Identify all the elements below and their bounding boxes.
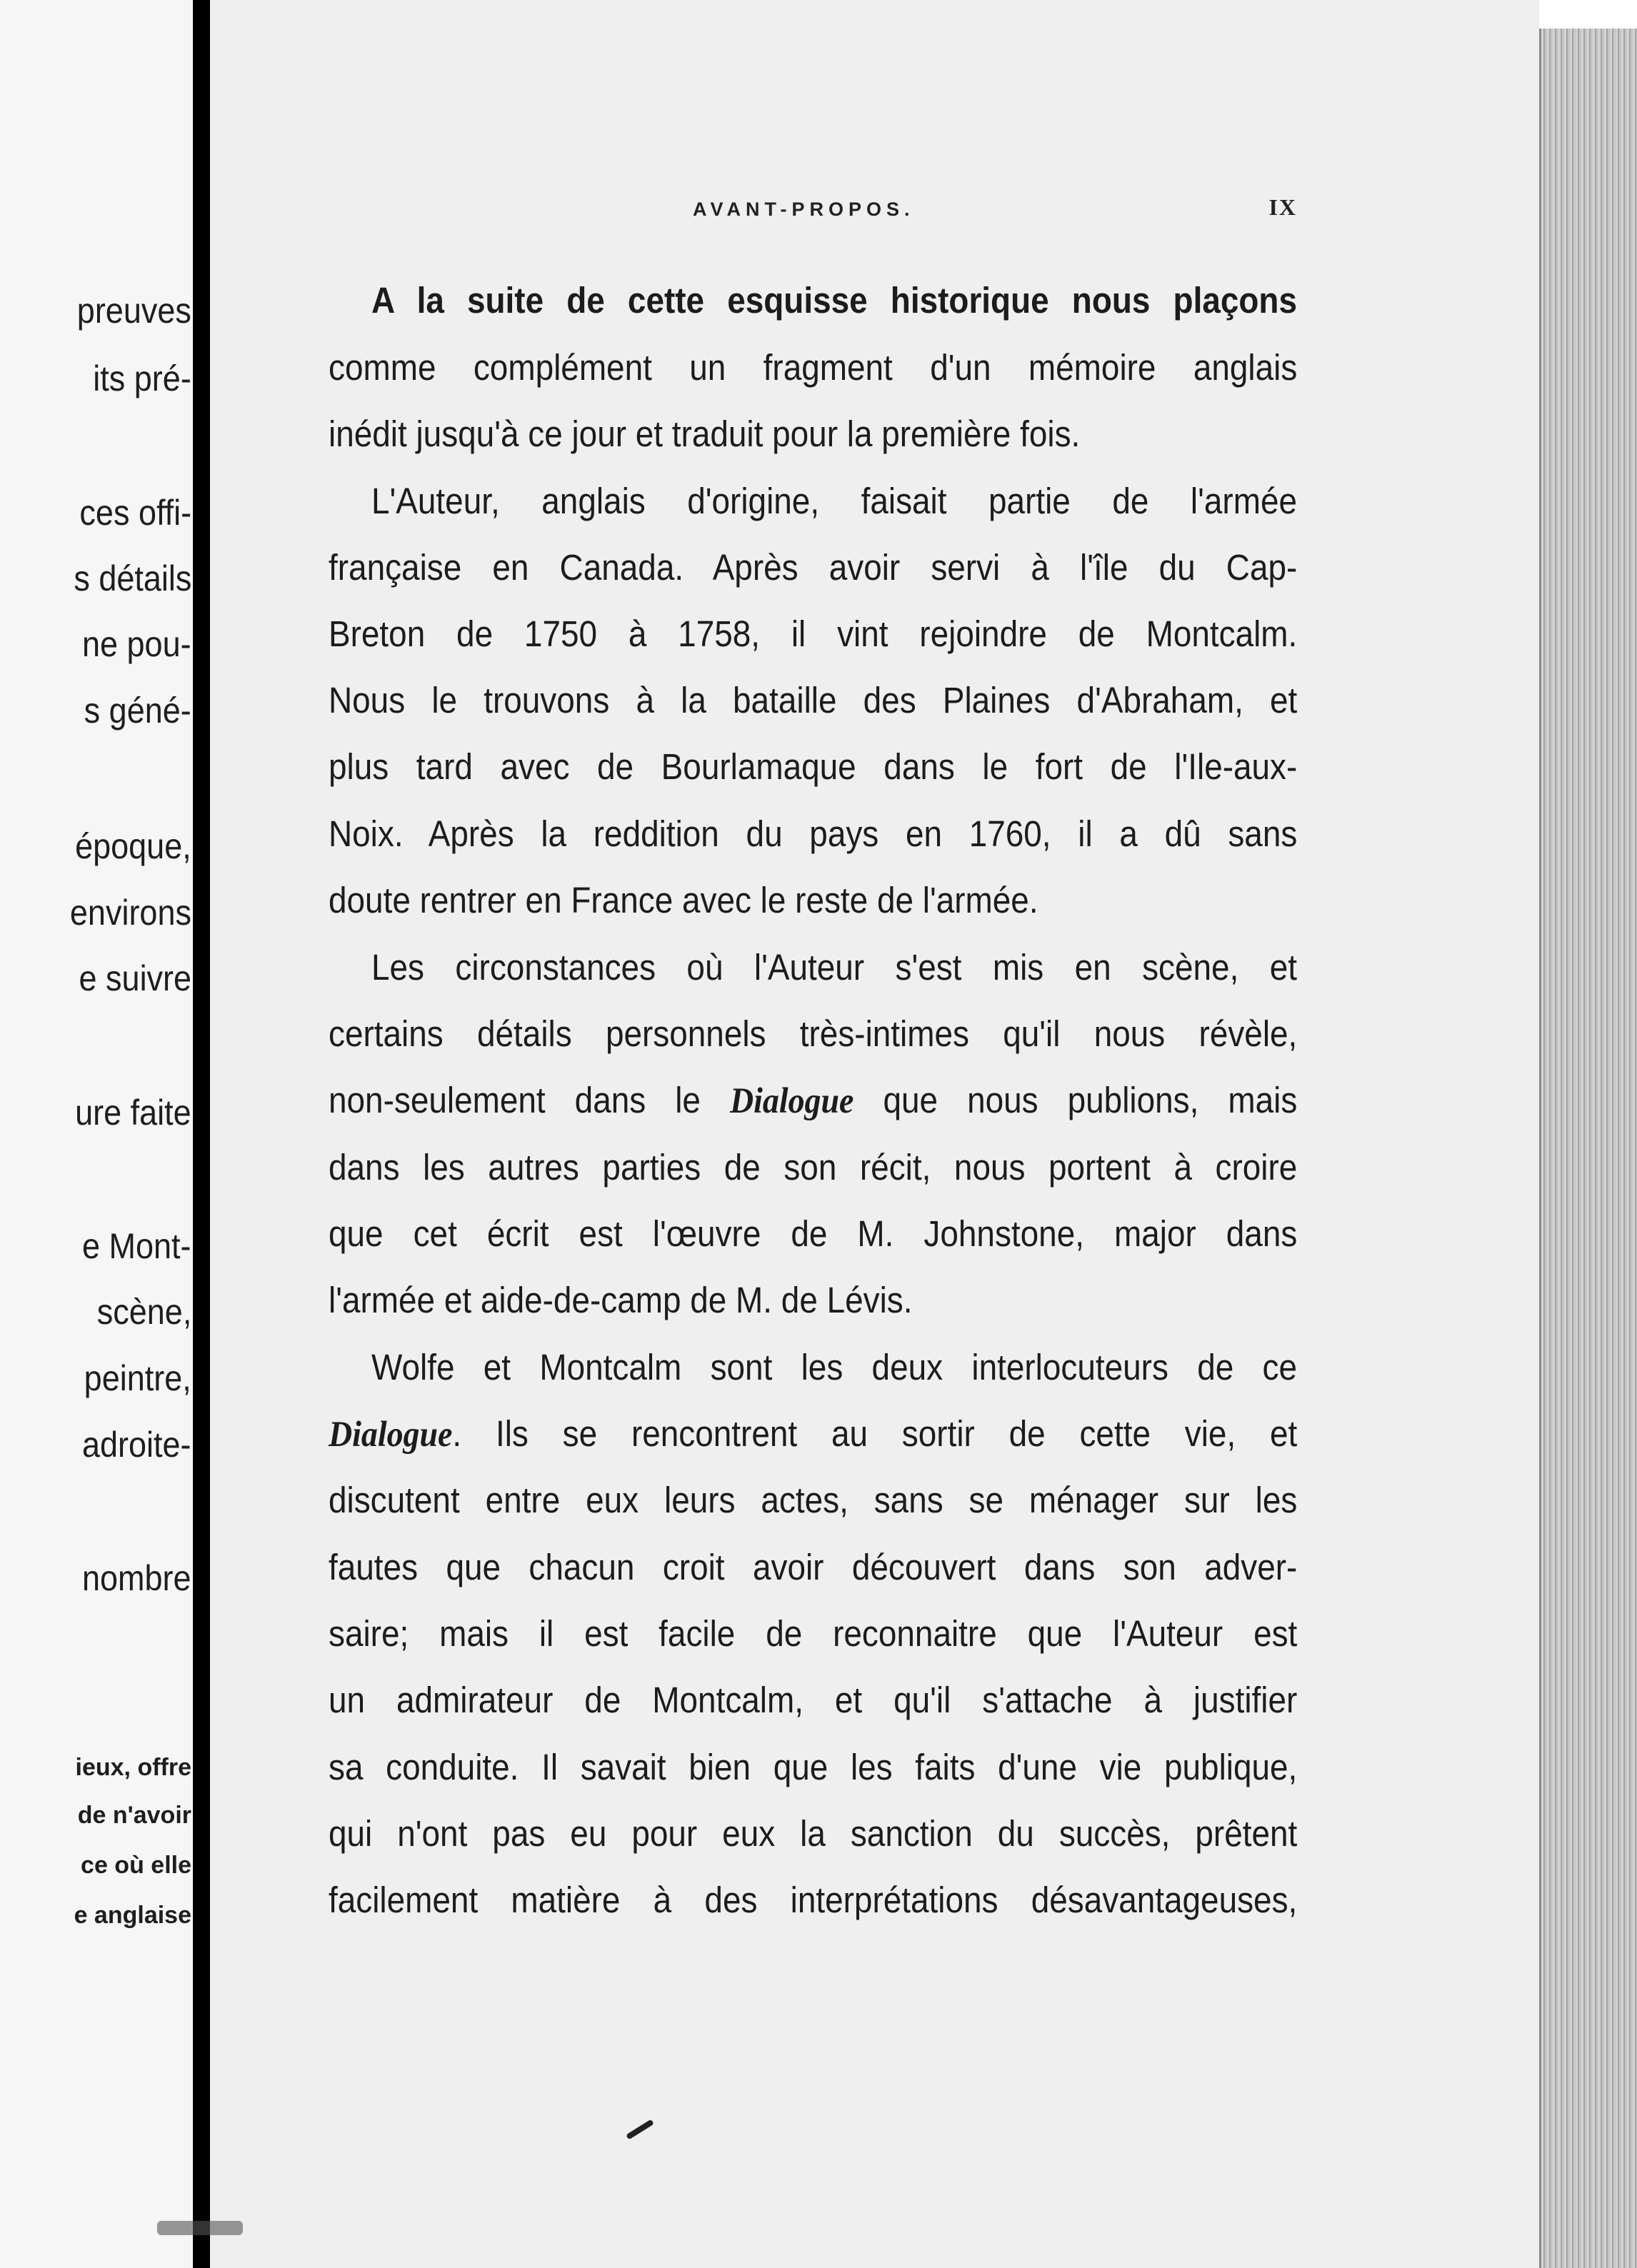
text-line: plus tard avec de Bourlamaque dans le fort de l'Ile-aux-	[329, 746, 1298, 787]
italic-title: Dialogue	[329, 1415, 453, 1455]
text-line: Noix. Après la reddition du pays en 1760, il a dû sans	[329, 813, 1298, 854]
left-line: ure faite	[75, 1093, 191, 1133]
text-line: saire; mais il est facile de reconnaitre que l'Auteur est	[329, 1613, 1298, 1654]
left-footnote-line: e anglaise	[74, 1902, 191, 1929]
text-line: doute rentrer en France avec le reste de l'armée.	[329, 880, 1038, 920]
left-line: s géné-	[84, 691, 191, 731]
left-line: peintre,	[84, 1358, 191, 1398]
left-line: époque,	[75, 826, 191, 866]
text-line: dans les autres parties de son récit, nous portent à croire	[329, 1147, 1298, 1188]
text-run: . Ils se rencontrent au sortir de cette vie, et	[452, 1413, 1298, 1454]
text-line: discutent entre eux leurs actes, sans se ménager sur les	[329, 1480, 1298, 1520]
running-header	[486, 191, 1297, 227]
text-line: facilement matière à des interprétations désavantageuses,	[329, 1880, 1298, 1920]
text-line: qui n'ont pas eu pour eux la sanction du succès, prêtent	[329, 1813, 1298, 1854]
left-line: environs	[69, 893, 191, 933]
left-line: nombre	[82, 1558, 191, 1598]
left-line: ne pou-	[82, 624, 191, 664]
left-line: ces offi-	[79, 493, 191, 533]
text-line: l'armée et aide-de-camp de M. de Lévis.	[329, 1280, 913, 1320]
text-line: Wolfe et Montcalm sont les deux interlocuteurs de ce	[371, 1347, 1297, 1388]
scan-artifact	[157, 2221, 243, 2235]
text-run: que nous publions, mais	[853, 1080, 1298, 1120]
running-title: AVANT-PROPOS.	[693, 199, 915, 220]
text-line	[329, 1075, 1297, 1125]
text-line: un admirateur de Montcalm, et qu'il s'attache à justifier	[329, 1680, 1298, 1720]
left-line: its pré-	[93, 358, 191, 398]
text-line	[329, 1409, 1297, 1459]
page-number: IX	[1268, 194, 1297, 220]
text-line: L'Auteur, anglais d'origine, faisait partie de l'armée	[371, 481, 1297, 521]
text-line: A la suite de cette esquisse historique nous plaçons	[371, 280, 1297, 321]
left-line: scène,	[96, 1292, 191, 1332]
text-line: fautes que chacun croit avoir découvert dans son adver-	[329, 1547, 1298, 1587]
right-page	[210, 0, 1539, 2268]
left-line: e Mont-	[82, 1226, 191, 1266]
left-page-fragment	[0, 0, 191, 2268]
text-run: non-seulement dans le	[329, 1080, 731, 1120]
left-line: s détails	[73, 558, 191, 598]
text-line: que cet écrit est l'œuvre de M. Johnstone, major dans	[329, 1213, 1298, 1254]
left-footnote-line: de n'avoir	[77, 1802, 191, 1829]
text-line: comme complément un fragment d'un mémoire anglais	[329, 347, 1298, 388]
left-footnote-line: ieux, offre	[75, 1754, 191, 1781]
italic-title: Dialogue	[730, 1081, 854, 1121]
text-line: française en Canada. Après avoir servi à l'île du Cap-	[329, 547, 1298, 588]
left-line: adroite-	[82, 1425, 191, 1465]
text-line: Nous le trouvons à la bataille des Plaines d'Abraham, et	[329, 680, 1298, 721]
left-line: e suivre	[79, 958, 191, 998]
left-line: preuves	[76, 291, 191, 331]
text-line: certains détails personnels très-intimes qu'il nous révèle,	[329, 1013, 1298, 1054]
left-footnote-line: ce où elle	[81, 1852, 191, 1879]
text-line: sa conduite. Il savait bien que les faits d'une vie publique,	[329, 1747, 1298, 1787]
text-line: inédit jusqu'à ce jour et traduit pour la première fois.	[329, 413, 1081, 454]
text-line: Les circonstances où l'Auteur s'est mis en scène, et	[371, 947, 1297, 988]
book-gutter	[193, 0, 210, 2268]
text-line: Breton de 1750 à 1758, il vint rejoindre de Montcalm.	[329, 613, 1298, 654]
page-edge-stack	[1539, 29, 1637, 2268]
